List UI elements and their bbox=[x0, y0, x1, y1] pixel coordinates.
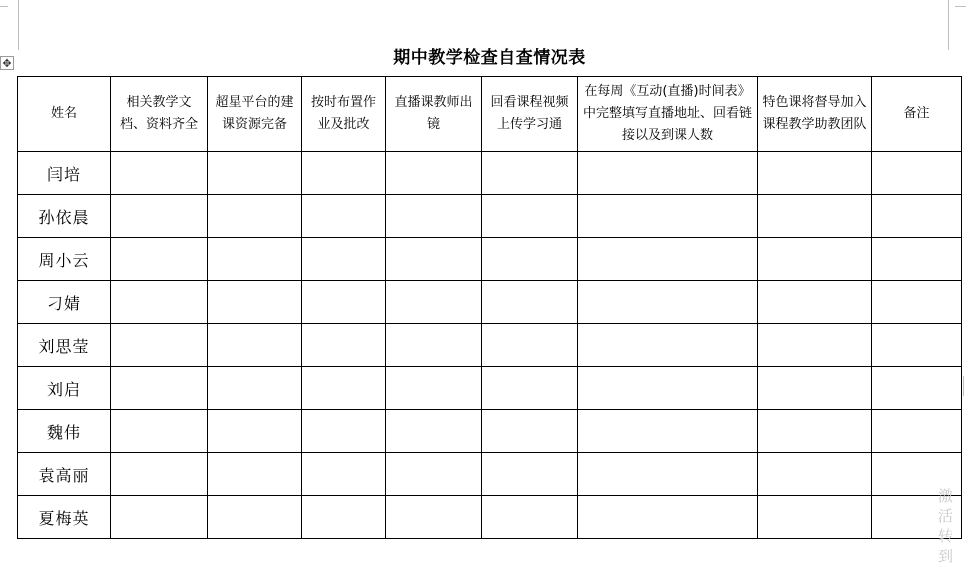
supervisor-assistant-cell[interactable] bbox=[758, 152, 872, 195]
docs-complete-cell[interactable] bbox=[111, 238, 208, 281]
table-row bbox=[18, 410, 962, 453]
watermark-line: 激活 bbox=[938, 487, 954, 525]
platform-resources-cell[interactable] bbox=[208, 152, 302, 195]
schedule-filled-cell[interactable] bbox=[578, 281, 758, 324]
watermark-line: 转到 bbox=[938, 527, 954, 565]
replay-upload-cell[interactable] bbox=[482, 453, 578, 496]
header-homework[interactable]: 按时布置作业及批改 bbox=[302, 77, 386, 152]
teacher-on-camera-cell[interactable] bbox=[386, 453, 482, 496]
remarks-cell[interactable] bbox=[872, 324, 962, 367]
remarks-cell[interactable] bbox=[872, 281, 962, 324]
schedule-filled-cell[interactable] bbox=[578, 496, 758, 539]
docs-complete-cell[interactable] bbox=[111, 453, 208, 496]
supervisor-assistant-cell[interactable] bbox=[758, 281, 872, 324]
schedule-filled-cell[interactable] bbox=[578, 410, 758, 453]
docs-complete-cell[interactable] bbox=[111, 152, 208, 195]
table-row bbox=[18, 324, 962, 367]
replay-upload-cell[interactable] bbox=[482, 195, 578, 238]
supervisor-assistant-cell[interactable] bbox=[758, 367, 872, 410]
docs-complete-cell[interactable] bbox=[111, 281, 208, 324]
supervisor-assistant-cell[interactable] bbox=[758, 195, 872, 238]
activation-watermark bbox=[938, 486, 966, 566]
teacher-on-camera-cell[interactable] bbox=[386, 367, 482, 410]
replay-upload-cell[interactable] bbox=[482, 238, 578, 281]
replay-upload-cell[interactable] bbox=[482, 281, 578, 324]
teacher-name-cell[interactable]: 刁婧 bbox=[18, 281, 111, 324]
docs-complete-cell[interactable] bbox=[111, 496, 208, 539]
homework-cell[interactable] bbox=[302, 195, 386, 238]
teacher-name-cell[interactable]: 孙依晨 bbox=[18, 195, 111, 238]
schedule-filled-cell[interactable] bbox=[578, 195, 758, 238]
homework-cell[interactable] bbox=[302, 281, 386, 324]
table-row bbox=[18, 281, 962, 324]
supervisor-assistant-cell[interactable] bbox=[758, 324, 872, 367]
inspection-table bbox=[17, 76, 962, 539]
platform-resources-cell[interactable] bbox=[208, 195, 302, 238]
homework-cell[interactable] bbox=[302, 238, 386, 281]
homework-cell[interactable] bbox=[302, 453, 386, 496]
header-supervisor-assistant[interactable]: 特色课将督导加入课程教学助教团队 bbox=[758, 77, 872, 152]
docs-complete-cell[interactable] bbox=[111, 324, 208, 367]
replay-upload-cell[interactable] bbox=[482, 367, 578, 410]
remarks-cell[interactable] bbox=[872, 410, 962, 453]
teacher-name-cell[interactable]: 夏梅英 bbox=[18, 496, 111, 539]
remarks-cell[interactable] bbox=[872, 367, 962, 410]
homework-cell[interactable] bbox=[302, 367, 386, 410]
document-title: 期中教学检查自查情况表 bbox=[393, 48, 586, 68]
teacher-on-camera-cell[interactable] bbox=[386, 152, 482, 195]
platform-resources-cell[interactable] bbox=[208, 238, 302, 281]
header-platform-resources[interactable]: 超星平台的建课资源完备 bbox=[208, 77, 302, 152]
replay-upload-cell[interactable] bbox=[482, 410, 578, 453]
schedule-filled-cell[interactable] bbox=[578, 152, 758, 195]
teacher-name-cell[interactable]: 刘思莹 bbox=[18, 324, 111, 367]
header-remarks[interactable]: 备注 bbox=[872, 77, 962, 152]
schedule-filled-cell[interactable] bbox=[578, 324, 758, 367]
header-replay-upload[interactable]: 回看课程视频上传学习通 bbox=[482, 77, 578, 152]
teacher-name-cell[interactable]: 魏伟 bbox=[18, 410, 111, 453]
replay-upload-cell[interactable] bbox=[482, 496, 578, 539]
teacher-on-camera-cell[interactable] bbox=[386, 410, 482, 453]
remarks-cell[interactable] bbox=[872, 152, 962, 195]
replay-upload-cell[interactable] bbox=[482, 324, 578, 367]
teacher-name-cell[interactable]: 刘启 bbox=[18, 367, 111, 410]
margin-corner-mark bbox=[0, 6, 8, 7]
teacher-on-camera-cell[interactable] bbox=[386, 195, 482, 238]
teacher-on-camera-cell[interactable] bbox=[386, 324, 482, 367]
homework-cell[interactable] bbox=[302, 152, 386, 195]
platform-resources-cell[interactable] bbox=[208, 367, 302, 410]
platform-resources-cell[interactable] bbox=[208, 496, 302, 539]
docs-complete-cell[interactable] bbox=[111, 195, 208, 238]
homework-cell[interactable] bbox=[302, 324, 386, 367]
table-row bbox=[18, 238, 962, 281]
table-row bbox=[18, 367, 962, 410]
table-row bbox=[18, 152, 962, 195]
schedule-filled-cell[interactable] bbox=[578, 367, 758, 410]
remarks-cell[interactable] bbox=[872, 195, 962, 238]
margin-mark bbox=[963, 376, 964, 396]
header-docs-complete[interactable]: 相关教学文档、资料齐全 bbox=[111, 77, 208, 152]
table-row bbox=[18, 496, 962, 539]
replay-upload-cell[interactable] bbox=[482, 152, 578, 195]
docs-complete-cell[interactable] bbox=[111, 410, 208, 453]
platform-resources-cell[interactable] bbox=[208, 453, 302, 496]
homework-cell[interactable] bbox=[302, 410, 386, 453]
table-body bbox=[18, 152, 962, 539]
header-name[interactable]: 姓名 bbox=[18, 77, 111, 152]
teacher-name-cell[interactable]: 闫培 bbox=[18, 152, 111, 195]
teacher-on-camera-cell[interactable] bbox=[386, 496, 482, 539]
schedule-filled-cell[interactable] bbox=[578, 238, 758, 281]
supervisor-assistant-cell[interactable] bbox=[758, 496, 872, 539]
supervisor-assistant-cell[interactable] bbox=[758, 410, 872, 453]
schedule-filled-cell[interactable] bbox=[578, 453, 758, 496]
teacher-name-cell[interactable]: 周小云 bbox=[18, 238, 111, 281]
header-row bbox=[18, 77, 962, 152]
header-teacher-on-camera[interactable]: 直播课教师出镜 bbox=[386, 77, 482, 152]
table-row bbox=[18, 195, 962, 238]
teacher-on-camera-cell[interactable] bbox=[386, 238, 482, 281]
docs-complete-cell[interactable] bbox=[111, 367, 208, 410]
margin-corner-mark bbox=[955, 6, 966, 7]
teacher-on-camera-cell[interactable] bbox=[386, 281, 482, 324]
remarks-cell[interactable] bbox=[872, 238, 962, 281]
table-move-handle-icon[interactable]: ✥ bbox=[0, 56, 14, 70]
teacher-name-cell[interactable]: 袁高丽 bbox=[18, 453, 111, 496]
platform-resources-cell[interactable] bbox=[208, 410, 302, 453]
supervisor-assistant-cell[interactable] bbox=[758, 238, 872, 281]
header-schedule-filled[interactable]: 在每周《互动(直播)时间表》中完整填写直播地址、回看链接以及到课人数 bbox=[578, 77, 758, 152]
platform-resources-cell[interactable] bbox=[208, 324, 302, 367]
homework-cell[interactable] bbox=[302, 496, 386, 539]
table-row bbox=[18, 453, 962, 496]
supervisor-assistant-cell[interactable] bbox=[758, 453, 872, 496]
platform-resources-cell[interactable] bbox=[208, 281, 302, 324]
